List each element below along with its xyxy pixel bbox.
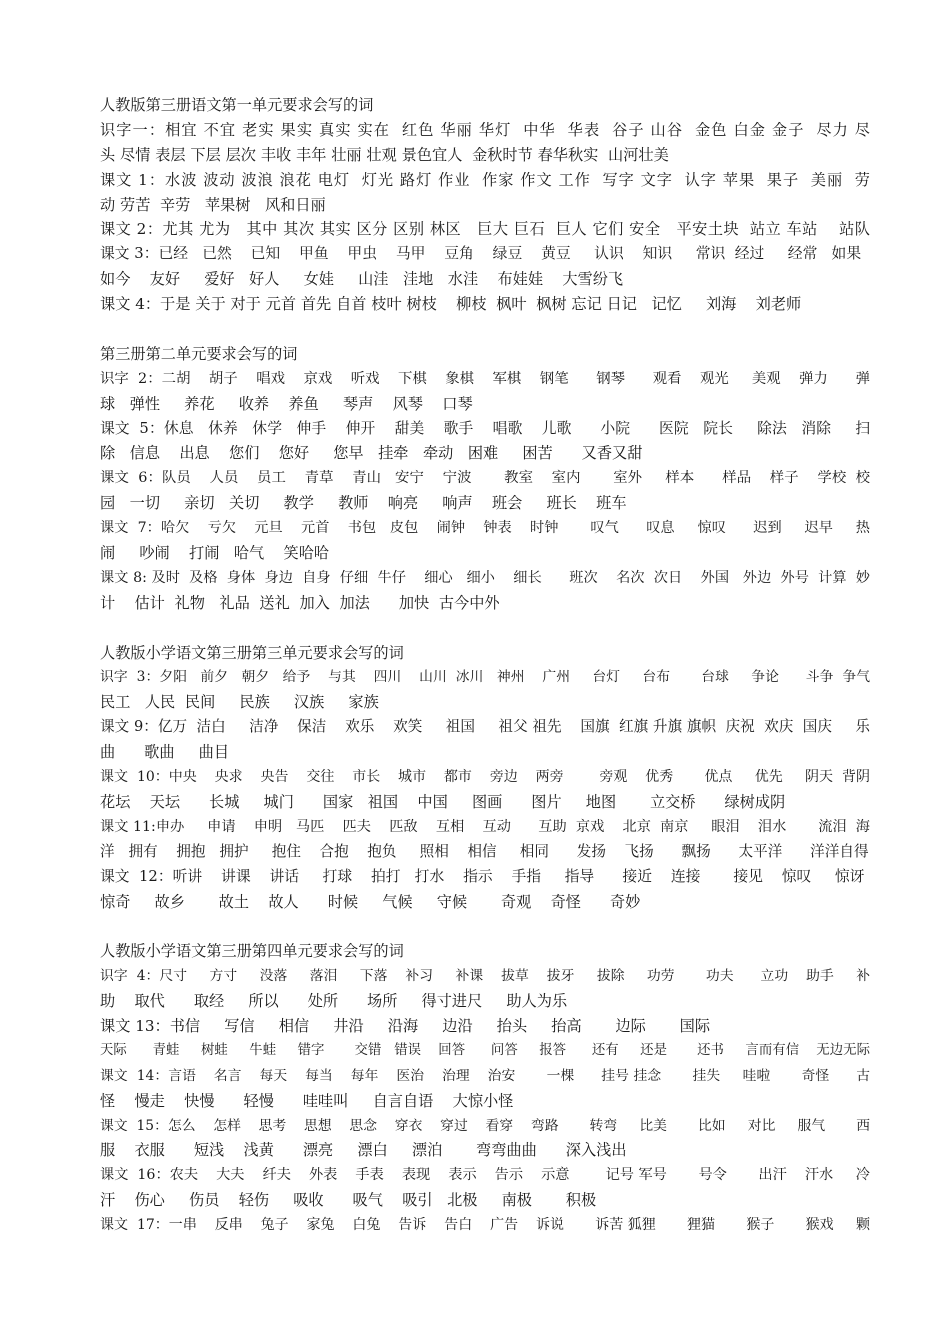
section-gap <box>100 616 870 641</box>
document-body <box>100 93 870 1238</box>
text-line: 课文 17：一串 反串 兔子 家兔 白兔 告诉 告白 广告 诉说 诉苦 狐狸 狸猫 猴子 猴戏 颗 <box>100 1217 870 1234</box>
text-line: 惊奇 故乡 故土 故人 时候 气候 守候 奇观 奇怪 奇妙 <box>100 892 641 911</box>
text-line: 识字 4：尺寸 方寸 没落 落泪 下落 补习 补课 拔草 拔牙 拔除 功劳 功夫 立功 助手 补 <box>100 968 870 985</box>
text-line: 洋 拥有 拥抱 拥护 抱住 合抱 抱负 照相 相信 相同 发扬 飞扬 飘扬 太平洋 洋洋自得 <box>100 842 869 860</box>
text-line: 民工 人民 民间 民族 汉族 家族 <box>100 693 379 712</box>
section-gap <box>100 317 870 342</box>
text-line: 汗 伤心 伤员 轻伤 吸收 吸气 吸引 北极 南极 积极 <box>100 1191 597 1210</box>
text-line: 课文 8: 及时 及格 身体 身边 自身 仔细 牛仔 细心 细小 细长 班次 名次 次日 外国 外边 外号 计算 妙 <box>100 569 870 586</box>
text-line: 闹 吵闹 打闹 哈气 笑哈哈 <box>100 544 330 563</box>
text-line: 课文 16：农夫 大夫 纤夫 外表 手表 表现 表示 告示 示意 记号 军号 号令 出汗 汗水 冷 <box>100 1167 870 1184</box>
text-line: 课文 10：中央 央求 央告 交往 市长 城市 都市 旁边 两旁 旁观 优秀 优点 优先 阴天 背阴 <box>100 769 870 786</box>
section-title: 人教版小学语文第三册第三单元要求会写的词 <box>100 643 404 662</box>
text-line: 课文 13：书信 写信 相信 井沿 沿海 边沿 抬头 抬高 边际 国际 <box>100 1016 711 1035</box>
section-title: 人教版第三册语文第一单元要求会写的词 <box>100 96 374 114</box>
text-line: 园 一切 亲切 关切 教学 教师 响亮 响声 班会 班长 班车 <box>100 494 627 513</box>
text-line: 动 劳苦 辛劳 苹果树 风和日丽 <box>100 195 326 214</box>
text-line: 课文 15：怎么 怎样 思考 思想 思念 穿衣 穿过 看穿 弯路 转弯 比美 比如 对比 服气 西 <box>100 1117 870 1134</box>
text-line: 课文 11:申办 申请 申明 马匹 匹夫 匹敌 互相 互动 互助 京戏 北京 南京 眼泪 泪水 流泪 海 <box>100 818 870 835</box>
text-line: 课文 14：言语 名言 每天 每当 每年 医治 治理 治安 一棵 挂号 挂念 挂失 哇啦 奇怪 古 <box>100 1067 870 1084</box>
text-line: 课文 12：听讲 讲课 讲话 打球 拍打 打水 指示 手指 指导 接近 连接 接见 惊叹 惊讶 <box>100 867 865 885</box>
text-line: 课文 5：休息 休养 休学 伸手 伸开 甜美 歌手 唱歌 儿歌 小院 医院 院长 除法 消除 扫 <box>100 419 870 437</box>
text-line: 除 信息 出息 您们 您好 您早 挂牵 牵动 困难 困苦 又香又甜 <box>100 444 643 463</box>
text-line: 天际 青蛙 树蛙 牛蛙 错字 交错 错误 回答 问答 报答 还有 还是 还书 言而有信 无边无际 <box>100 1042 870 1058</box>
text-line: 课文 1：水波 波动 波浪 浪花 电灯 灯光 路灯 作业 作家 作文 工作 写字 文字 认字 苹果 果子 美丽 劳 <box>100 170 870 189</box>
text-line: 识字一：相宜 不宜 老实 果实 真实 实在 红色 华丽 华灯 中华 华表 谷子 山谷 金色 白金 金子 尽力 尽 <box>100 120 870 139</box>
text-line: 课文 4：于是 关于 对于 元首 首先 自首 枝叶 树枝 柳枝 枫叶 枫树 忘记 日记 记忆 刘海 刘老师 <box>100 295 802 314</box>
text-line: 服 衣服 短浅 浅黄 漂亮 漂白 漂泊 弯弯曲曲 深入浅出 <box>100 1141 627 1160</box>
section-title: 人教版小学语文第三册第四单元要求会写的词 <box>100 942 404 961</box>
text-line: 课文 6：队员 人员 员工 青草 青山 安宁 宁波 教室 室内 室外 样本 样品 样子 学校 校 <box>100 470 870 487</box>
text-line: 识字 2：二胡 胡子 唱戏 京戏 听戏 下棋 象棋 军棋 钢笔 钢琴 观看 观光 美观 弹力 弹 <box>100 370 870 387</box>
text-line: 曲 歌曲 曲目 <box>100 743 230 762</box>
text-line: 助 取代 取经 所以 处所 场所 得寸进尺 助人为乐 <box>100 992 568 1011</box>
text-line: 识字 3：夕阳 前夕 朝夕 给予 与其 四川 山川 冰川 神州 广州 台灯 台布 台球 争论 斗争 争气 <box>100 669 870 686</box>
text-line: 怪 慢走 快慢 轻慢 哇哇叫 自言自语 大惊小怪 <box>100 1091 514 1110</box>
text-line: 计 估计 礼物 礼品 送礼 加入 加法 加快 古今中外 <box>100 593 500 612</box>
text-line: 课文 7：哈欠 亏欠 元旦 元首 书包 皮包 闹钟 钟表 时钟 叹气 叹息 惊叹 迟到 迟早 热 <box>100 520 870 537</box>
text-line: 头 尽情 表层 下层 层次 丰收 丰年 壮丽 壮观 景色宜人 金秋时节 春华秋实 山河壮美 <box>100 145 669 164</box>
text-line: 球 弹性 养花 收养 养鱼 琴声 风琴 口琴 <box>100 394 473 413</box>
section-gap <box>100 914 870 939</box>
section-title: 第三册第二单元要求会写的词 <box>100 344 298 363</box>
text-line: 课文 3：已经 已然 已知 甲鱼 甲虫 马甲 豆角 绿豆 黄豆 认识 知识 常识 经过 经常 如果 <box>100 245 862 263</box>
text-line: 花坛 天坛 长城 城门 国家 祖国 中国 图画 图片 地图 立交桥 绿树成阴 <box>100 792 786 811</box>
text-line: 课文 9：亿万 洁白 洁净 保洁 欢乐 欢笑 祖国 祖父 祖先 国旗 红旗 升旗 旗帜 庆祝 欢庆 国庆 乐 <box>100 718 870 736</box>
text-line: 如今 友好 爱好 好人 女娃 山洼 洼地 水洼 布娃娃 大雪纷飞 <box>100 270 624 289</box>
text-line: 课文 2：尤其 尤为 其中 其次 其实 区分 区别 林区 巨大 巨石 巨人 它们 安全 平安土块 站立 车站 站队 <box>100 220 870 239</box>
